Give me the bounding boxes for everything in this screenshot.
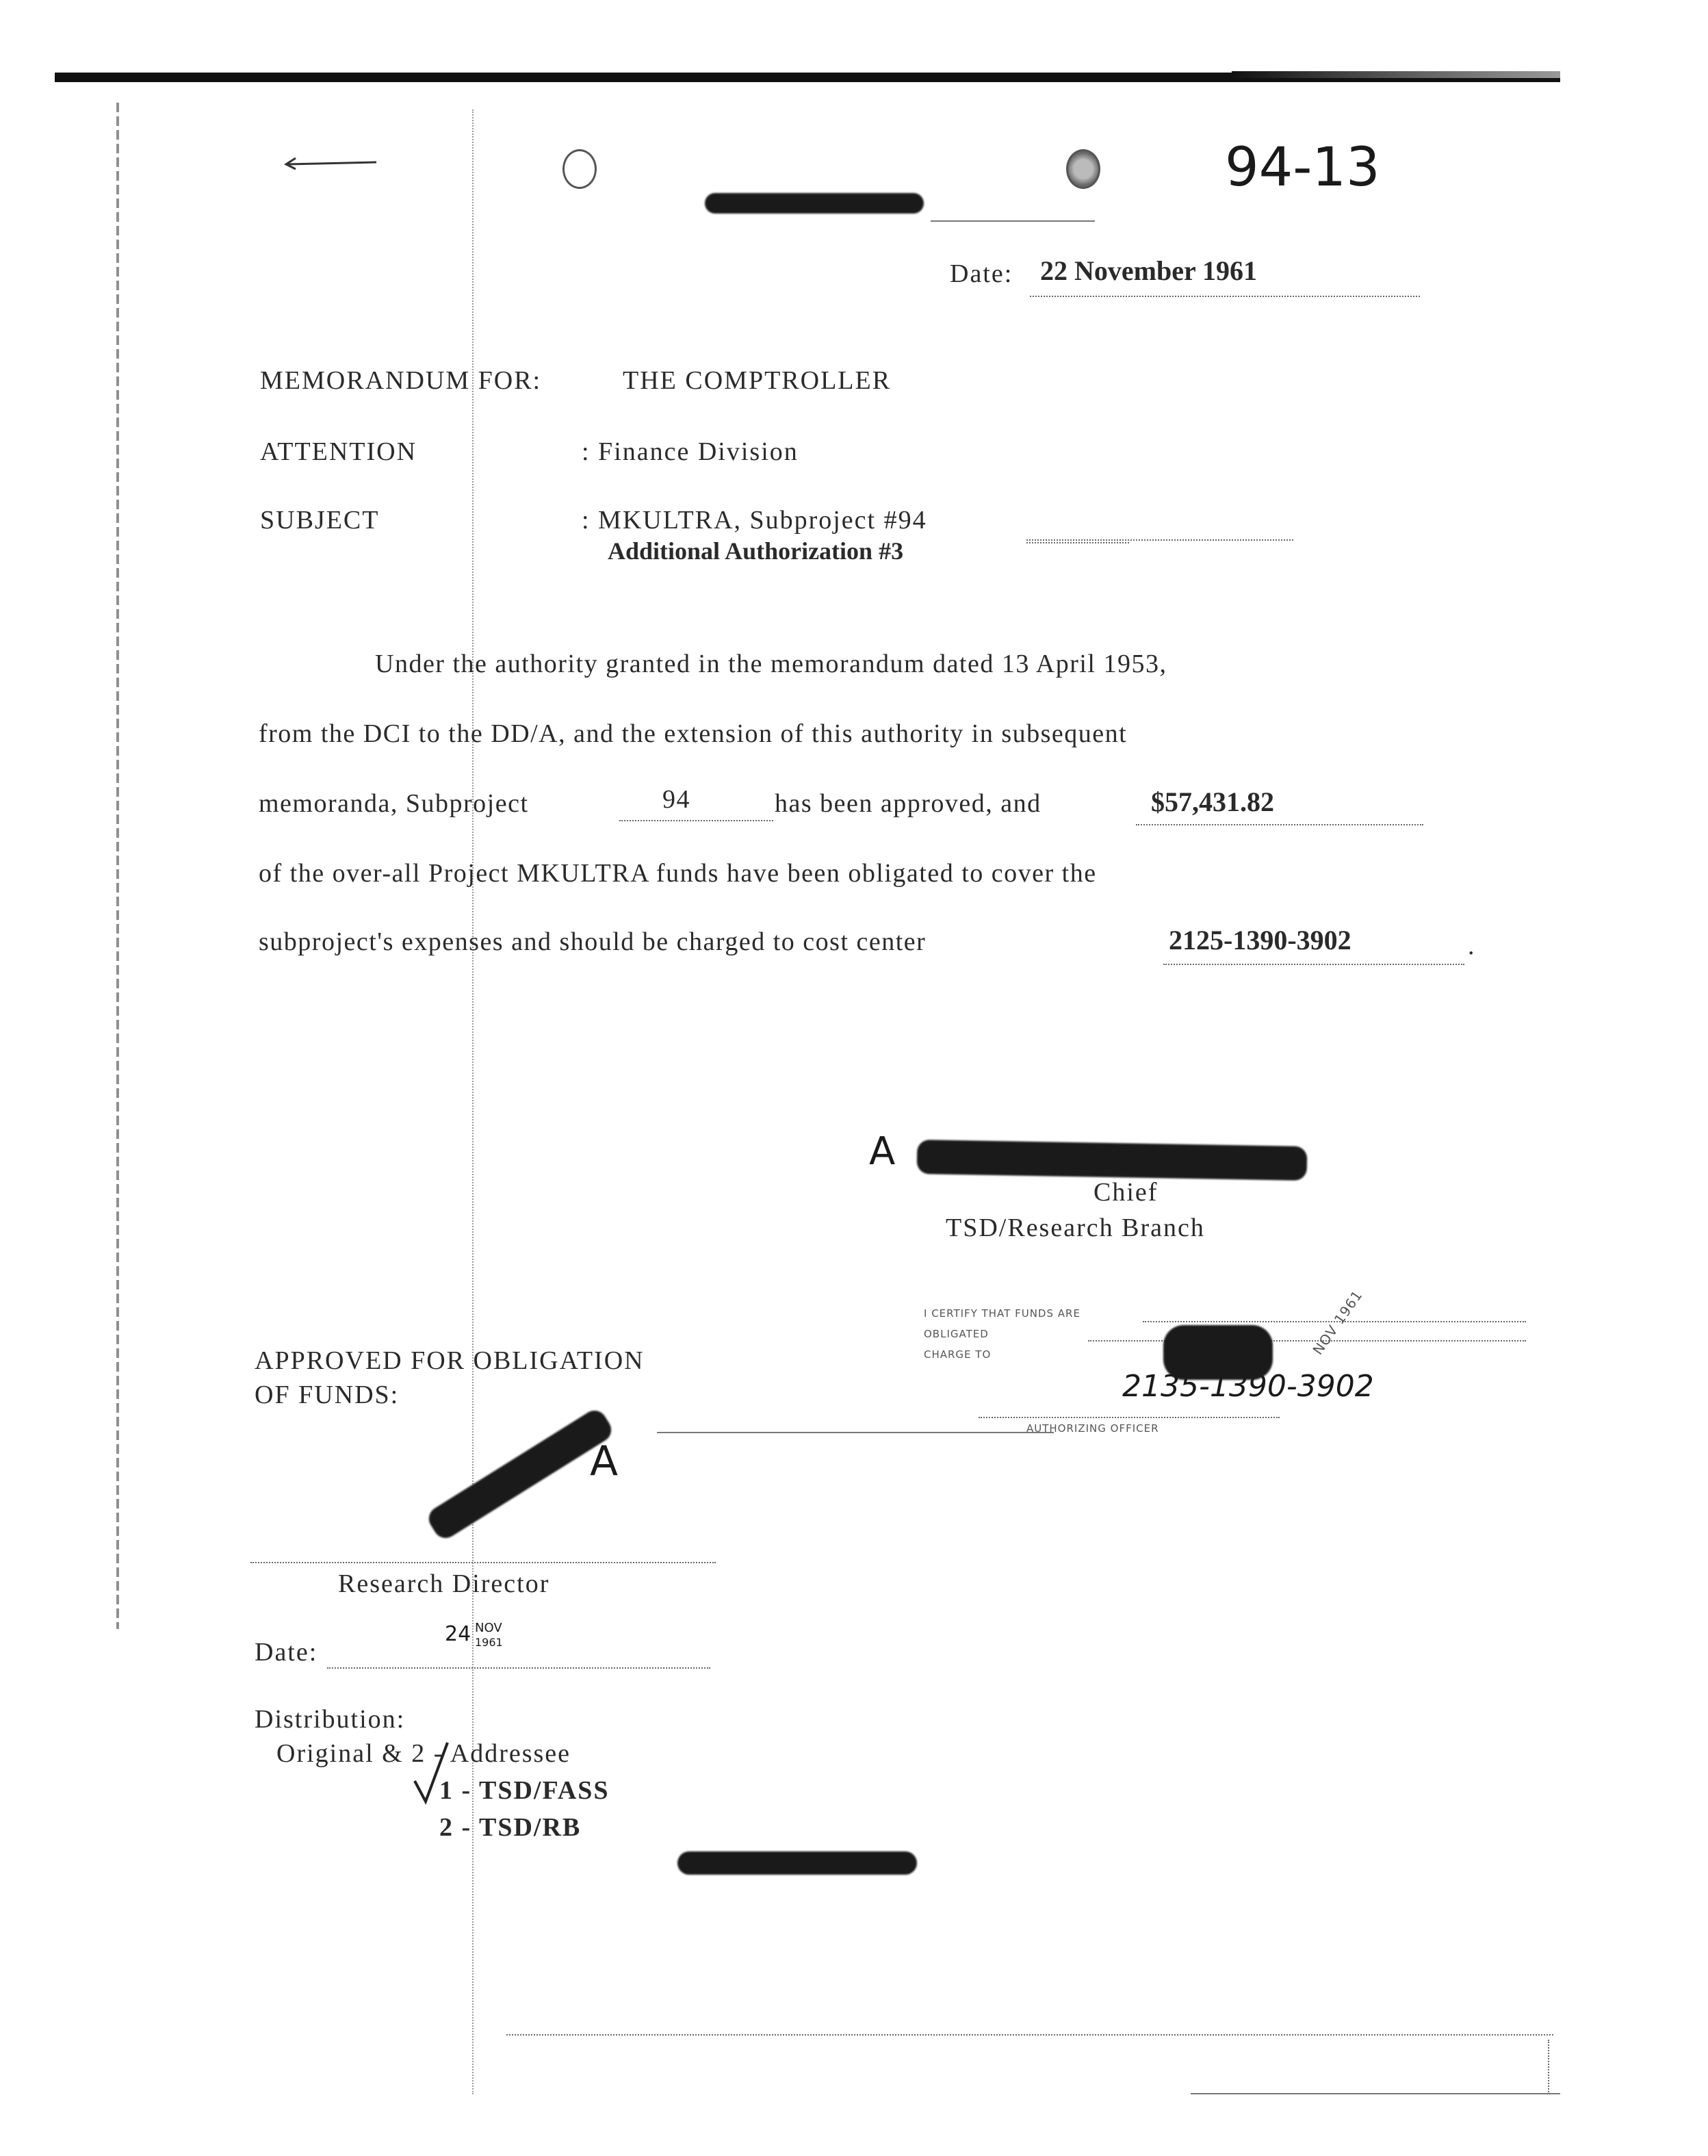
approval-label-line2: OF FUNDS: (255, 1381, 400, 1409)
body-line-3-prefix: memoranda, Subproject (259, 789, 529, 818)
approval-mark: A (590, 1437, 619, 1485)
rule-line (931, 220, 1095, 222)
approval-signer-title: Research Director (338, 1569, 550, 1598)
stamp-line-3: CHARGE TO (924, 1348, 992, 1361)
subject-label: SUBJECT (260, 506, 380, 535)
signature-title-branch: TSD/Research Branch (946, 1214, 1205, 1242)
date-label: Date: (950, 259, 1013, 288)
amount-underline (1136, 824, 1423, 825)
approval-date-label: Date: (255, 1638, 318, 1667)
approval-date-year: 1961 (475, 1636, 503, 1649)
signature-redaction (917, 1140, 1308, 1181)
distribution-heading: Distribution: (255, 1705, 406, 1734)
approval-date-month: NOV (475, 1621, 502, 1635)
distribution-line: Original & 2 - Addressee (276, 1739, 571, 1768)
stamp-footer: AUTHORIZING OFFICER (1026, 1422, 1159, 1435)
cost-center: 2125-1390-3902 (1169, 925, 1351, 955)
scan-left-edge (116, 103, 119, 1629)
subproject-number: 94 (662, 785, 690, 814)
stamp-handwritten-code: 2135-1390-3902 (1122, 1369, 1374, 1404)
redaction-top (705, 193, 924, 214)
punch-hole (1066, 149, 1100, 189)
approval-date-day: 24 (445, 1622, 471, 1646)
memo-date: 22 November 1961 (1040, 255, 1257, 286)
approval-signature-line (250, 1562, 716, 1563)
stamp-date: NOV 1961 (1309, 1287, 1366, 1358)
subproject-underline (619, 820, 773, 821)
arrow-mark-icon (281, 154, 383, 175)
rule-line (657, 1432, 1054, 1433)
body-line-3-mid: has been approved, and (775, 789, 1041, 818)
body-line-1: Under the authority granted in the memorandum dated 13 April 1953, (375, 650, 1167, 678)
distribution-line: 1 - TSD/FASS (439, 1776, 610, 1805)
scan-bottom-edge (1548, 2040, 1549, 2094)
certification-stamp (917, 1287, 1533, 1478)
stamp-line-1: I CERTIFY THAT FUNDS ARE (924, 1307, 1081, 1320)
memorandum-for-value: THE COMPTROLLER (623, 366, 892, 395)
approval-label-line1: APPROVED FOR OBLIGATION (255, 1346, 645, 1375)
approval-signature-redaction (424, 1406, 619, 1543)
checkmark-icon (411, 1738, 452, 1807)
signature-mark: A (869, 1129, 896, 1174)
subject-underline (1026, 539, 1293, 541)
scan-top-border-fade (1232, 71, 1560, 78)
subject-underline-2 (1026, 542, 1129, 543)
body-line-5-prefix: subproject's expenses and should be charged to cost center (259, 927, 927, 956)
attention-label: ATTENTION (260, 437, 417, 466)
body-line-5-suffix: . (1468, 932, 1475, 960)
stamp-signature-rule (979, 1417, 1280, 1418)
date-underline (1030, 296, 1420, 297)
obligated-amount: $57,431.82 (1151, 786, 1274, 817)
cost-center-underline (1163, 964, 1464, 965)
punch-hole (562, 149, 597, 189)
approval-date-underline (327, 1667, 710, 1669)
redaction-bottom (677, 1851, 917, 1875)
file-number: 94-13 (1225, 137, 1380, 198)
attention-value: : Finance Division (582, 437, 799, 466)
scan-bottom-rule (1191, 2093, 1560, 2094)
distribution-line: 2 - TSD/RB (439, 1813, 582, 1842)
memorandum-for-label: MEMORANDUM FOR: (260, 366, 542, 395)
stamp-rule (1088, 1340, 1526, 1342)
body-line-2: from the DCI to the DD/A, and the extension of this authority in subsequent (259, 719, 1128, 748)
subject-value-line2: Additional Authorization #3 (608, 537, 904, 565)
subject-value-line1: : MKULTRA, Subproject #94 (582, 506, 927, 535)
stamp-line-2: OBLIGATED (924, 1328, 989, 1340)
scan-bottom-rule (506, 2034, 1553, 2036)
body-line-4: of the over-all Project MKULTRA funds have been obligated to cover the (259, 859, 1097, 888)
signature-title-chief: Chief (1094, 1178, 1159, 1207)
